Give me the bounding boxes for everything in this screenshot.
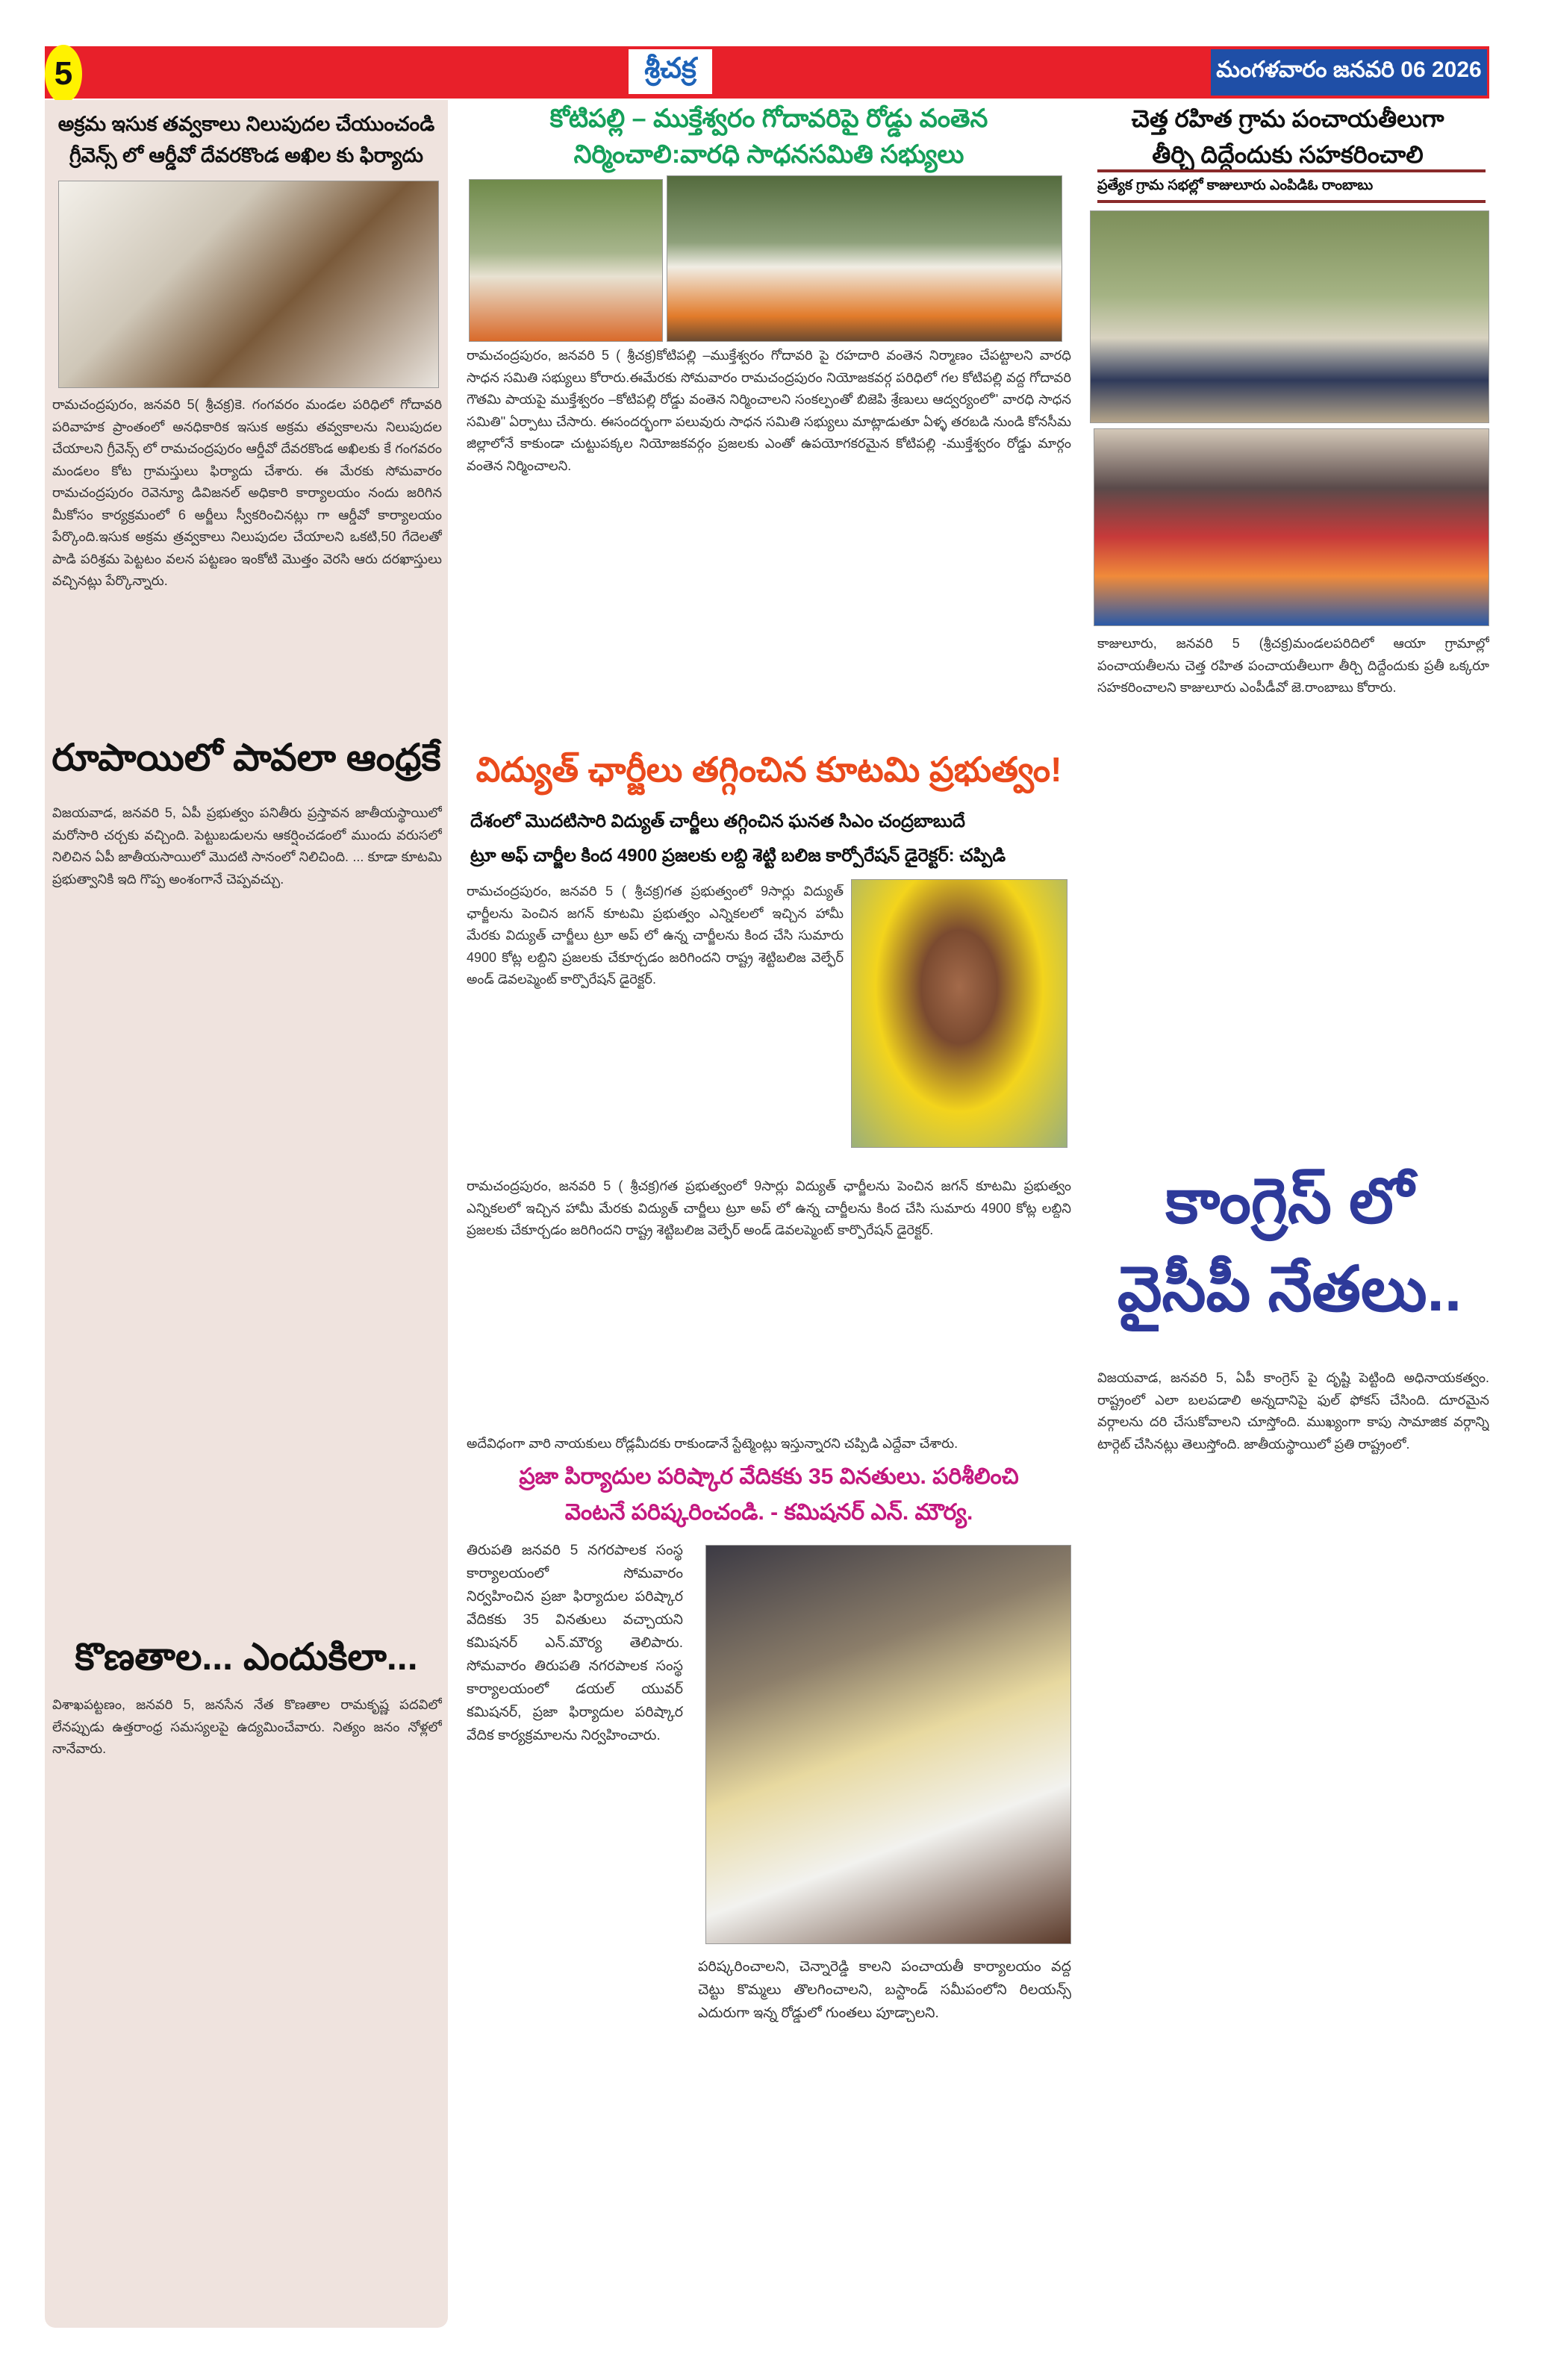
article-body: రామచంద్రపురం, జనవరి 5 ( శ్రీచక్ర)కోటిపల్లి –ముక్తేశ్వరం గోదావరి పై రహదారి వంతెన నిర్మాణం చేపట్టాలని వారధి సాధన సమితి సభ్యులు కోరారు.ఈమేరకు సోమవారం రామచంద్రపురం నియోజకవర్గ పరిధిలో గల కోటిపల్లి వద్ద గోదావరి గౌతమి పాయపై ముక్తేశ్వరం –కోటిపల్లి రోడ్డు వంతెన నిర్మించాలని సంకల్పంతో బిజెపి శ్రేణులు ఆద్వర్యంలో" వారధి సాధన సమితి" ఏర్పాటు చేసారు. ఈసందర్భంగా పలువురు సాధన సమితి సభ్యులు మాట్లాడుతూ ఏళ్ళ తరబడి నుండి కోనసీమ జిల్లాలోనే కాకుండా చుట్టుపక్కల నియోజకవర్గం ప్రజలకు ఎంతో ఉపయోగకరమైన కోటిపల్లి -ముక్తేశ్వరం రోడ్డు మార్గం వంతెన నిర్మించాలని.	[467, 348, 1071, 473]
article-headline	[1086, 1157, 1493, 1333]
article-body-continued: పరిష్కరించాలని, చెన్నారెడ్డి కాలని పంచాయతీ కార్యాలయం వద్ద చెట్టు కొమ్మలు తొలగించాలని, బస్టాండ్ సమీపంలోని రిలయన్స్ ఎదురుగా ఇన్న రోడ్డులో గుంతలు పూడ్చాలని.	[698, 1959, 1071, 2021]
article-body: విశాఖపట్టణం, జనవరి 5, జనసేన నేత కొణతాల రామకృష్ణ పదవిలో లేనప్పుడు ఉత్తరాంధ్ర సమస్యలపై ఉద్యమించేవారు. నిత్యం జనం నోళ్లలో నానేవారు.	[52, 1697, 442, 1756]
headline-line: నిర్మించాలి:వారధి సాధనసమితి సభ్యులు	[573, 140, 964, 169]
newspaper-logo: శ్రీచక్ర	[629, 49, 712, 94]
bridge-committee-photo-1	[469, 179, 663, 342]
article-body: విజయవాడ, జనవరి 5, ఏపీ ప్రభుత్వం పనితీరు ప్రస్తావన జాతీయస్థాయిలో మరోసారి చర్చకు వచ్చింది. పెట్టుబడులను ఆకర్షించడంలో ముందు వరుసలో నిలిచిన ఏపీ జాతీయసాయిలో మొదటి సానంలో నిలిచింది. ... కూడా కూటమి ప్రభుత్వానికి ఇది గొప్ప అంశంగానే చెప్పవచ్చు.	[52, 805, 442, 887]
headline-line: కాంగ్రెస్ లో	[1165, 1166, 1414, 1236]
divider	[1097, 169, 1486, 172]
article-body: రామచంద్రపురం, జనవరి 5 ( శ్రీచక్ర)గత ప్రభుత్వంలో 9సార్లు విద్యుత్ ఛార్జీలను పెంచిన జగన్ కూటమి ప్రభుత్వం ఎన్నికలలో ఇచ్చిన హామీ మేరకు విద్యుత్ చార్జీలు ట్రూ అప్ లో ఉన్న చార్జీలను కింద చేసి సుమారు 4900 కోట్ల లబ్దిని ప్రజలకు చేకూర్చడం జరిగిందని రాష్ట్ర శెట్టిబలిజ వెల్ఫేర్ అండ్ డెవలప్మెంట్ కార్పొరేషన్ డైరెక్టర్.	[467, 884, 844, 987]
commissioner-grievance-photo	[705, 1545, 1071, 1944]
director-portrait-photo	[851, 879, 1067, 1148]
headline-line: కోటిపల్లి – ముక్తేశ్వరం గోదావరిపై రోడ్డు వంతెన	[549, 104, 988, 133]
article-headline	[463, 1459, 1075, 1531]
article-headline: కొణతాల... ఎందుకిలా...	[75, 1636, 418, 1678]
article-headline: రూపాయిలో పావలా ఆంధ్రకే	[52, 737, 441, 778]
headline-line: వెంటనే పరిష్కరించండి. - కమిషనర్ ఎన్. మౌర్య.	[564, 1500, 973, 1525]
article-headline	[1086, 101, 1489, 172]
divider	[1097, 200, 1486, 203]
headline-line: ప్రజా పిర్యాదుల పరిష్కార వేదికకు 35 వినతులు. పరిశీలించి	[519, 1464, 1019, 1489]
article-body-continued: రామచంద్రపురం, జనవరి 5 ( శ్రీచక్ర)గత ప్రభుత్వంలో 9సార్లు విద్యుత్ ఛార్జీలను పెంచిన జగన్ కూటమి ప్రభుత్వం ఎన్నికలలో ఇచ్చిన హామీ మేరకు విద్యుత్ చార్జీలు ట్రూ అప్ లో ఉన్న చార్జీలను కింద చేసి సుమారు 4900 కోట్ల లబ్దిని ప్రజలకు చేకూర్చడం జరిగిందని రాష్ట్ర శెట్టిబలిజ వెల్ఫేర్ అండ్ డెవలప్మెంట్ కార్పొరేషన్ డైరెక్టర్.	[467, 1178, 1071, 1237]
headline-line: చెత్త రహిత గ్రామ పంచాయతీలుగా	[1131, 105, 1444, 132]
article-body: రామచంద్రపురం, జనవరి 5( శ్రీచక్ర)కె. గంగవరం మండల పరిధిలో గోదావరి పరివాహక ప్రాంతంలో అనధికారిక ఇసుక అక్రమ తవ్వకాలను నిలుపుదల చేయాలని గ్రీవెన్స్ లో రామచంద్రపురం ఆర్డీవో దేవరకొండ అఖిలకు కే గంగవరం మండలం కోట గ్రామస్తులు ఫిర్యాదు చేశారు. ఈ మేరకు సోమవారం రామచంద్రపురం రెవెన్యూ డివిజనల్ అధికారి కార్యాలయం నందు జరిగిన మీకోసం కార్యక్రమంలో 6 అర్జీలు స్వీకరించినట్లు గా ఆర్డీవో కార్యాలయం పేర్కొంది.ఇసుక అక్రమ త్రవ్వకాలు నిలుపుదల చేయాలని ఒకటి,50 గేదెలతో పాడి పరిశ్రమ పెట్టటం వలన పట్టణం ఇంకోటి మొత్తం వెరసి ఆరు దరఖాస్తులు వచ్చినట్లు పేర్కొన్నారు.	[52, 397, 442, 588]
bridge-committee-photo-2	[667, 175, 1062, 342]
article-body: తిరుపతి జనవరి 5 నగరపాలక సంస్థ కార్యాలయంలో సోమవారం నిర్వహించిన ప్రజా ఫిర్యాదుల పరిష్కార వేదికకు 35 వినతులు వచ్చాయని కమిషనర్ ఎన్.మౌర్య తెలిపారు. సోమవారం తిరుపతి నగరపాలక సంస్థ కార్యాలయంలో డయల్ యువర్ కమిషనర్, ప్రజా ఫిర్యాదుల పరిష్కార వేదిక కార్యక్రమాలను నిర్వహించారు.	[467, 1543, 683, 1743]
page-number: 5	[45, 45, 82, 103]
gram-sabha-photo	[1094, 428, 1489, 626]
village-inspection-photo	[1090, 210, 1489, 423]
headline-line: తీర్చి దిద్దేందుకు సహకరించాలి	[1152, 141, 1424, 168]
subheadline-line: ట్రూ అఫ్ చార్జీల కింద 4900 ప్రజలకు లబ్ది శెట్టి బలిజ కార్పోరేషన్ డైరెక్టర్: చప్పిడి	[470, 846, 1006, 866]
article-subheadline: ప్రత్యేక గ్రామ సభల్లో కాజులూరు ఎంపిడిఓ రాంబాబు	[1097, 178, 1374, 193]
article-headline: విద్యుత్ ఛార్జీలు తగ్గించిన కూటమి ప్రభుత్వం!	[476, 750, 1062, 789]
article-closing-line: అదేవిధంగా వారి నాయకులు రోడ్లమీదకు రాకుండానే స్టేట్మెంట్లు ఇస్తున్నారని చప్పిడి ఎద్దేవా చేశారు.	[467, 1436, 958, 1451]
article-headline	[52, 108, 440, 171]
headline-line: అక్రమ ఇసుక తవ్వకాలు నిలుపుదల చేయుంచండి	[57, 113, 435, 135]
article-headline	[463, 101, 1075, 172]
article-body: కాజులూరు, జనవరి 5 (శ్రీచక్ర)మండలపరిదిలో ఆయా గ్రామాల్లో పంచాయతీలను చెత్త రహిత పంచాయతీలుగా తీర్చి దిద్దేందుకు ప్రతీ ఒక్కరూ సహకరించాలని కాజులూరు ఎంపీడీవో జె.రాంబాబు కోరారు.	[1097, 636, 1489, 695]
headline-line: గ్రీవెన్స్ లో ఆర్డీవో దేవరకొండ అఖిల కు ఫిర్యాదు	[69, 144, 423, 166]
headline-line: వైసీపీ నేతలు..	[1117, 1254, 1462, 1324]
article-body: విజయవాడ, జనవరి 5, ఏపీ కాంగ్రెస్ పై దృష్టి పెట్టింది అధినాయకత్వం. రాష్ట్రంలో ఎలా బలపడాలి అన్నదానిపై ఫుల్ ఫోకస్ చేసింది. దూరమైన వర్గాలను దరి చేసుకోవాలని చూస్తోంది. ముఖ్యంగా కాపు సామాజిక వర్గాన్ని టార్గెట్ చేసినట్లు తెలుస్తోంది. జాతీయస్థాయిలో ప్రతి రాష్ట్రంలో.	[1097, 1370, 1489, 1452]
issue-date: మంగళవారం జనవరి 06 2026	[1211, 49, 1487, 96]
grievance-photo	[58, 181, 439, 388]
article-subheadline	[470, 805, 1075, 873]
subheadline-line: దేశంలో మొదటిసారి విద్యుత్ చార్జీలు తగ్గించిన ఘనత సిఎం చంద్రబాబుదే	[470, 811, 965, 831]
